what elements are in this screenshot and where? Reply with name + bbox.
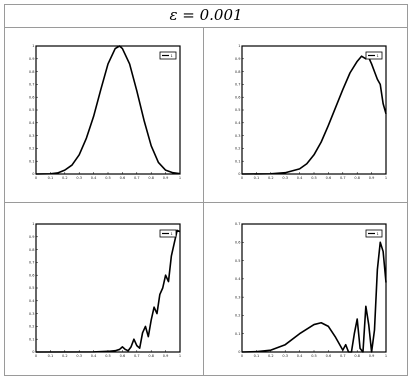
y-tick-label: 0.7 <box>28 82 35 87</box>
x-tick-label: 0.3 <box>282 176 288 180</box>
x-tick-label: 0.8 <box>148 354 154 358</box>
y-tick-label: 0.4 <box>234 121 241 125</box>
x-tick-label: 0.9 <box>368 176 375 180</box>
y-tick-label: 0.7 <box>28 260 35 265</box>
x-tick-label: 0.9 <box>368 354 375 358</box>
y-tick-label: 0.5 <box>28 286 35 291</box>
y-tick-label: 0.2 <box>234 313 241 318</box>
y-tick-label: 0.8 <box>28 69 35 74</box>
y-tick-label: 0.3 <box>234 133 241 138</box>
y-tick-label: 0.5 <box>28 108 35 113</box>
plot-bottom-left <box>28 222 184 358</box>
y-tick-label: 0.5 <box>234 108 241 113</box>
y-tick-label: 0.4 <box>28 299 35 303</box>
x-tick-label: 0 <box>34 176 38 180</box>
x-tick-label: 0.7 <box>340 354 346 358</box>
x-tick-label: 0 <box>240 354 244 358</box>
x-tick-label: 0.2 <box>268 354 274 358</box>
y-tick-label: 0.6 <box>234 240 241 245</box>
x-tick-label: 0.8 <box>148 176 154 180</box>
x-tick-label: 0.4 <box>90 176 97 180</box>
x-tick-label: 0.7 <box>340 176 346 180</box>
x-tick-label: 0.6 <box>119 176 126 180</box>
y-tick-label: 0.5 <box>234 258 241 263</box>
x-tick-label: 0.5 <box>311 176 317 180</box>
x-tick-label: 0.7 <box>134 354 140 358</box>
x-tick-label: 0.5 <box>105 354 111 358</box>
x-tick-label: 0.3 <box>282 354 288 358</box>
x-tick-label: 0.2 <box>62 354 68 358</box>
x-tick-label: 0.4 <box>296 354 303 358</box>
x-tick-label: 0.6 <box>325 176 332 180</box>
y-tick-label: 0.9 <box>234 57 241 61</box>
x-tick-label: 0.1 <box>47 176 54 180</box>
x-tick-label: 0.9 <box>162 354 169 358</box>
y-tick-label: 0.7 <box>234 82 241 87</box>
x-tick-label: 0.2 <box>268 176 274 180</box>
title-row <box>5 5 407 28</box>
y-tick-label: 0.1 <box>28 337 35 342</box>
x-tick-label: 0.4 <box>296 176 303 180</box>
x-tick-label: 0.7 <box>134 176 140 180</box>
x-tick-label: 0.8 <box>354 176 360 180</box>
y-tick-label: 0.3 <box>28 133 35 138</box>
y-tick-label: 0 <box>238 172 241 177</box>
x-tick-label: 0 <box>240 176 244 180</box>
x-tick-label: 0.1 <box>253 354 260 358</box>
y-tick-label: 0.3 <box>28 311 35 316</box>
row-divider <box>5 202 407 203</box>
y-tick-label: 0.9 <box>28 235 35 239</box>
x-tick-label: 0.1 <box>253 176 260 180</box>
data-series-line <box>36 46 180 174</box>
y-tick-label: 0.2 <box>28 324 35 329</box>
y-tick-label: 0 <box>32 172 35 177</box>
x-tick-label: 0.8 <box>354 354 360 358</box>
plot-top-left <box>28 44 184 180</box>
x-tick-label: 0.2 <box>62 176 68 180</box>
y-tick-label: 0.2 <box>28 146 35 151</box>
y-tick-label: 0.6 <box>28 273 35 278</box>
legend-label: 1 <box>376 231 379 236</box>
x-tick-label: 1 <box>178 354 182 358</box>
y-tick-label: 0.4 <box>234 277 241 282</box>
data-series-line <box>36 230 180 352</box>
x-tick-label: 1 <box>384 354 388 358</box>
x-tick-label: 0.5 <box>105 176 111 180</box>
x-tick-label: 0.6 <box>119 354 126 358</box>
y-tick-label: 0.1 <box>28 159 35 164</box>
y-tick-label: 0.6 <box>234 95 241 100</box>
figure-title: ε = 0.001 <box>169 6 243 24</box>
x-tick-label: 0.3 <box>76 354 82 358</box>
y-tick-label: 0.9 <box>28 57 35 61</box>
x-tick-label: 0.4 <box>90 354 97 358</box>
x-tick-label: 0.3 <box>76 176 82 180</box>
y-tick-label: 0.8 <box>28 247 35 252</box>
x-tick-label: 0.6 <box>325 354 332 358</box>
y-tick-label: 0 <box>238 350 241 355</box>
y-tick-label: 0.2 <box>234 146 241 151</box>
y-tick-label: 1 <box>32 44 35 49</box>
y-tick-label: 0.1 <box>234 331 241 336</box>
plot-bottom-right <box>234 222 390 358</box>
y-tick-label: 1 <box>32 222 35 227</box>
y-tick-label: 0.3 <box>234 295 241 300</box>
data-series-line <box>242 53 386 174</box>
y-tick-label: 0.4 <box>28 121 35 125</box>
x-tick-label: 0 <box>34 354 38 358</box>
legend-label: 1 <box>170 231 173 236</box>
x-tick-label: 0.1 <box>47 354 54 358</box>
y-tick-label: 1 <box>238 44 241 49</box>
legend-label: 1 <box>376 53 379 58</box>
plot-area-frame <box>36 224 180 352</box>
plot-top-right <box>234 44 390 180</box>
y-tick-label: 0 <box>32 350 35 355</box>
y-tick-label: 0.7 <box>234 222 241 227</box>
x-tick-label: 1 <box>178 176 182 180</box>
x-tick-label: 0.5 <box>311 354 317 358</box>
legend-label: 1 <box>170 53 173 58</box>
column-divider <box>203 27 204 375</box>
y-tick-label: 0.6 <box>28 95 35 100</box>
y-tick-label: 0.8 <box>234 69 241 74</box>
data-series-line <box>242 242 386 352</box>
y-tick-label: 0.1 <box>234 159 241 164</box>
x-tick-label: 0.9 <box>162 176 169 180</box>
x-tick-label: 1 <box>384 176 388 180</box>
